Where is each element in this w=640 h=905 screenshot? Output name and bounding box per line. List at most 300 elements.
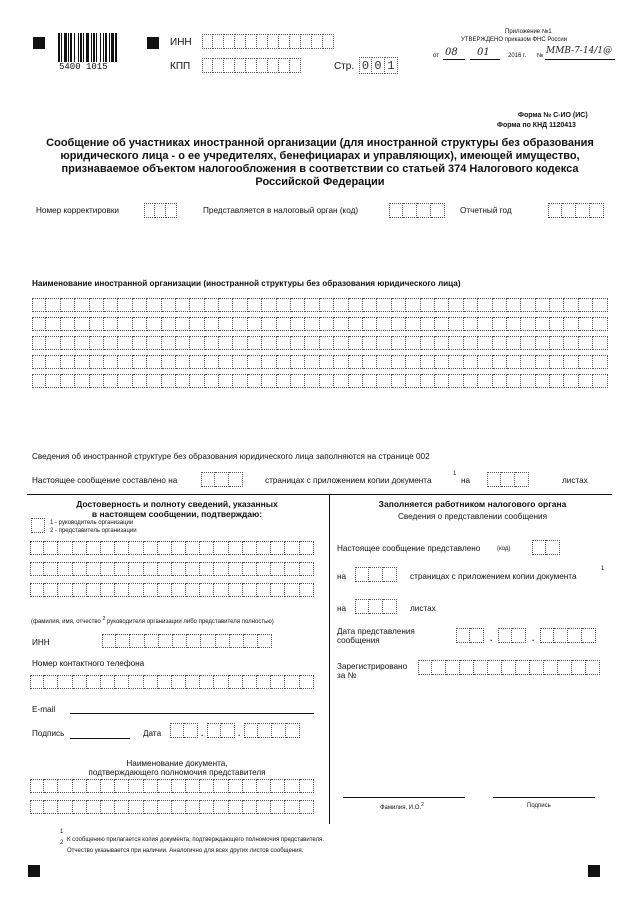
form-cell[interactable] [190, 355, 204, 369]
form-cell[interactable] [73, 779, 87, 793]
form-cell[interactable] [90, 317, 104, 331]
form-cell[interactable] [363, 298, 377, 312]
form-cell[interactable] [58, 779, 72, 793]
form-cell[interactable] [73, 541, 87, 555]
form-cell[interactable] [507, 336, 521, 350]
form-cell[interactable] [214, 800, 228, 814]
form-cell[interactable] [229, 779, 243, 793]
form-cell[interactable] [377, 355, 391, 369]
form-cell[interactable] [229, 675, 243, 689]
form-cell[interactable] [158, 800, 172, 814]
form-cell[interactable] [104, 298, 118, 312]
form-cell[interactable] [190, 336, 204, 350]
form-cell[interactable] [219, 355, 233, 369]
form-cell[interactable] [229, 583, 243, 597]
doc-name-row[interactable] [30, 800, 314, 814]
form-cell[interactable] [290, 34, 301, 49]
org-name-grid[interactable] [32, 298, 608, 394]
form-cell[interactable] [144, 203, 155, 218]
form-cell[interactable] [233, 317, 247, 331]
form-cell[interactable] [219, 336, 233, 350]
form-cell[interactable] [540, 628, 554, 643]
form-cell[interactable] [44, 779, 58, 793]
form-cell[interactable] [246, 58, 257, 73]
tax-authority-cells[interactable] [389, 203, 445, 218]
form-cell[interactable] [377, 317, 391, 331]
form-cell[interactable] [75, 336, 89, 350]
form-cell[interactable] [201, 634, 215, 648]
form-cell[interactable] [418, 660, 432, 675]
form-cell[interactable] [449, 317, 463, 331]
form-cell[interactable] [30, 779, 44, 793]
form-cell[interactable] [75, 374, 89, 388]
form-cell[interactable] [115, 800, 129, 814]
form-cell[interactable] [104, 355, 118, 369]
form-cell[interactable] [129, 583, 143, 597]
form-cell[interactable] [214, 562, 228, 576]
form-cell[interactable] [406, 317, 420, 331]
form-cell[interactable] [568, 628, 582, 643]
form-cell[interactable] [200, 675, 214, 689]
form-cell[interactable] [214, 541, 228, 555]
form-cell[interactable] [147, 355, 161, 369]
form-cell[interactable] [170, 723, 184, 738]
form-cell[interactable] [493, 336, 507, 350]
attachment-sheets-cells[interactable] [487, 472, 529, 487]
form-cell[interactable] [272, 723, 286, 738]
form-cell[interactable] [190, 298, 204, 312]
date-presented-year[interactable] [540, 628, 596, 643]
form-cell[interactable] [449, 374, 463, 388]
form-cell[interactable] [257, 562, 271, 576]
form-cell[interactable] [31, 518, 45, 533]
form-cell[interactable] [546, 540, 560, 555]
form-cell[interactable] [235, 58, 246, 73]
form-cell[interactable] [46, 317, 60, 331]
form-cell[interactable] [590, 203, 604, 218]
form-cell[interactable] [144, 583, 158, 597]
form-cell[interactable] [271, 541, 285, 555]
form-cell[interactable] [564, 336, 578, 350]
form-cell[interactable] [87, 779, 101, 793]
form-cell[interactable] [507, 355, 521, 369]
doc-name-row[interactable] [30, 779, 314, 793]
form-cell[interactable] [435, 317, 449, 331]
form-cell[interactable] [229, 800, 243, 814]
form-cell[interactable] [464, 317, 478, 331]
form-cell[interactable] [162, 355, 176, 369]
form-cell[interactable] [147, 317, 161, 331]
sign-line[interactable] [70, 738, 130, 739]
form-cell[interactable] [435, 298, 449, 312]
form-cell[interactable] [579, 317, 593, 331]
form-cell[interactable] [334, 317, 348, 331]
form-cell[interactable] [564, 298, 578, 312]
form-cell[interactable] [300, 779, 314, 793]
form-cell[interactable] [133, 336, 147, 350]
form-cell[interactable] [216, 634, 230, 648]
form-cell[interactable] [205, 298, 219, 312]
form-cell[interactable] [369, 599, 383, 614]
right-sheets-cells[interactable] [355, 599, 397, 614]
form-cell[interactable] [277, 298, 291, 312]
form-cell[interactable] [582, 628, 596, 643]
form-cell[interactable] [87, 562, 101, 576]
form-cell[interactable] [593, 298, 607, 312]
form-cell[interactable] [548, 203, 562, 218]
form-cell[interactable] [271, 562, 285, 576]
form-cell[interactable] [521, 298, 535, 312]
form-cell[interactable] [162, 336, 176, 350]
form-cell[interactable] [58, 541, 72, 555]
form-cell[interactable] [30, 541, 44, 555]
form-cell[interactable] [474, 660, 488, 675]
form-cell[interactable] [155, 203, 166, 218]
form-cell[interactable] [46, 374, 60, 388]
form-cell[interactable] [158, 675, 172, 689]
form-cell[interactable] [501, 472, 515, 487]
form-cell[interactable] [435, 355, 449, 369]
form-cell[interactable] [257, 34, 268, 49]
sign-date-month[interactable] [207, 723, 235, 738]
form-cell[interactable] [186, 562, 200, 576]
form-cell[interactable] [493, 298, 507, 312]
form-cell[interactable] [478, 374, 492, 388]
form-cell[interactable] [214, 779, 228, 793]
form-cell[interactable] [435, 336, 449, 350]
form-cell[interactable] [521, 355, 535, 369]
form-cell[interactable] [58, 675, 72, 689]
form-cell[interactable] [257, 541, 271, 555]
form-cell[interactable] [521, 336, 535, 350]
form-cell[interactable] [101, 541, 115, 555]
form-cell[interactable] [158, 779, 172, 793]
form-cell[interactable] [186, 541, 200, 555]
form-cell[interactable] [129, 562, 143, 576]
form-cell[interactable] [286, 723, 300, 738]
form-cell[interactable] [268, 34, 279, 49]
form-cell[interactable] [291, 317, 305, 331]
form-cell[interactable] [464, 374, 478, 388]
form-cell[interactable] [101, 583, 115, 597]
form-cell[interactable] [75, 317, 89, 331]
form-cell[interactable] [61, 317, 75, 331]
form-cell[interactable] [312, 34, 323, 49]
form-cell[interactable] [291, 336, 305, 350]
form-cell[interactable] [579, 298, 593, 312]
form-cell[interactable] [493, 317, 507, 331]
kpp-cells[interactable] [202, 58, 301, 73]
form-cell[interactable] [363, 336, 377, 350]
form-cell[interactable] [233, 355, 247, 369]
form-cell[interactable] [320, 336, 334, 350]
form-cell[interactable] [406, 298, 420, 312]
form-cell[interactable] [323, 34, 334, 49]
org-name-row[interactable] [32, 298, 608, 312]
form-cell[interactable] [61, 374, 75, 388]
form-cell[interactable] [271, 675, 285, 689]
form-cell[interactable] [243, 562, 257, 576]
form-cell[interactable] [224, 58, 235, 73]
form-cell[interactable] [176, 355, 190, 369]
form-cell[interactable] [349, 374, 363, 388]
form-cell[interactable] [363, 317, 377, 331]
form-cell[interactable] [90, 355, 104, 369]
form-cell[interactable] [162, 374, 176, 388]
form-cell[interactable] [248, 298, 262, 312]
org-name-row[interactable] [32, 374, 608, 388]
form-cell[interactable] [258, 723, 272, 738]
form-cell[interactable] [363, 355, 377, 369]
form-cell[interactable] [162, 317, 176, 331]
form-cell[interactable] [478, 355, 492, 369]
signer-inn-cells[interactable] [102, 634, 272, 648]
date-presented-month[interactable] [498, 628, 526, 643]
form-cell[interactable] [349, 355, 363, 369]
form-cell[interactable] [488, 660, 502, 675]
form-cell[interactable] [46, 298, 60, 312]
form-cell[interactable] [593, 317, 607, 331]
org-name-row[interactable] [32, 317, 608, 331]
form-cell[interactable] [470, 628, 484, 643]
form-cell[interactable] [493, 374, 507, 388]
form-cell[interactable] [515, 472, 529, 487]
form-cell[interactable] [102, 634, 116, 648]
form-cell[interactable] [334, 374, 348, 388]
form-cell[interactable] [291, 355, 305, 369]
form-cell[interactable] [532, 540, 546, 555]
form-cell[interactable] [277, 336, 291, 350]
form-cell[interactable] [61, 355, 75, 369]
form-cell[interactable] [257, 675, 271, 689]
form-cell[interactable] [200, 800, 214, 814]
org-name-row[interactable] [32, 355, 608, 369]
form-cell[interactable] [61, 336, 75, 350]
form-cell[interactable] [73, 800, 87, 814]
form-cell[interactable] [90, 336, 104, 350]
form-cell[interactable] [593, 374, 607, 388]
form-cell[interactable] [334, 355, 348, 369]
form-cell[interactable] [579, 374, 593, 388]
form-cell[interactable] [493, 355, 507, 369]
form-cell[interactable] [536, 298, 550, 312]
form-cell[interactable] [224, 34, 235, 49]
form-cell[interactable] [257, 583, 271, 597]
form-cell[interactable] [118, 374, 132, 388]
form-cell[interactable] [268, 58, 279, 73]
form-cell[interactable] [184, 723, 198, 738]
form-cell[interactable] [190, 317, 204, 331]
form-cell[interactable] [550, 317, 564, 331]
form-cell[interactable] [129, 779, 143, 793]
form-cell[interactable] [115, 779, 129, 793]
form-cell[interactable] [349, 298, 363, 312]
form-cell[interactable] [262, 355, 276, 369]
form-cell[interactable] [200, 583, 214, 597]
form-cell[interactable] [145, 634, 159, 648]
form-cell[interactable] [133, 355, 147, 369]
form-cell[interactable] [101, 800, 115, 814]
form-cell[interactable] [392, 374, 406, 388]
form-cell[interactable] [87, 675, 101, 689]
form-cell[interactable] [176, 317, 190, 331]
form-cell[interactable] [579, 336, 593, 350]
form-cell[interactable] [30, 675, 44, 689]
form-cell[interactable] [172, 541, 186, 555]
form-cell[interactable] [435, 374, 449, 388]
form-cell[interactable] [243, 541, 257, 555]
form-cell[interactable] [172, 562, 186, 576]
form-cell[interactable] [550, 298, 564, 312]
form-cell[interactable] [219, 317, 233, 331]
form-cell[interactable] [144, 675, 158, 689]
fio-row[interactable] [30, 541, 314, 555]
form-cell[interactable] [285, 800, 299, 814]
form-cell[interactable] [507, 298, 521, 312]
form-cell[interactable] [392, 336, 406, 350]
form-cell[interactable] [44, 800, 58, 814]
form-cell[interactable] [87, 583, 101, 597]
form-cell[interactable] [363, 374, 377, 388]
form-cell[interactable] [219, 298, 233, 312]
form-cell[interactable] [464, 355, 478, 369]
form-cell[interactable] [498, 628, 512, 643]
org-name-row[interactable] [32, 336, 608, 350]
form-cell[interactable] [229, 562, 243, 576]
form-cell[interactable] [432, 660, 446, 675]
form-cell[interactable] [478, 336, 492, 350]
form-cell[interactable] [285, 541, 299, 555]
form-cell[interactable] [201, 472, 215, 487]
form-cell[interactable] [101, 562, 115, 576]
form-cell[interactable] [186, 675, 200, 689]
form-cell[interactable] [186, 583, 200, 597]
form-cell[interactable] [173, 634, 187, 648]
form-cell[interactable] [129, 800, 143, 814]
form-cell[interactable] [403, 203, 417, 218]
form-cell[interactable] [233, 336, 247, 350]
form-cell[interactable] [277, 355, 291, 369]
fio-row[interactable] [30, 562, 314, 576]
form-cell[interactable] [349, 336, 363, 350]
form-cell[interactable] [219, 374, 233, 388]
form-cell[interactable] [172, 800, 186, 814]
form-cell[interactable] [158, 562, 172, 576]
form-cell[interactable] [355, 599, 369, 614]
form-cell[interactable] [172, 583, 186, 597]
form-cell[interactable] [550, 374, 564, 388]
form-cell[interactable] [44, 675, 58, 689]
form-cell[interactable] [564, 317, 578, 331]
form-cell[interactable] [244, 723, 258, 738]
form-cell[interactable] [147, 298, 161, 312]
form-cell[interactable] [349, 317, 363, 331]
form-cell[interactable] [230, 634, 244, 648]
form-cell[interactable] [320, 298, 334, 312]
form-cell[interactable] [279, 34, 290, 49]
form-cell[interactable] [118, 317, 132, 331]
form-cell[interactable] [144, 779, 158, 793]
form-cell[interactable] [406, 355, 420, 369]
form-cell[interactable] [90, 374, 104, 388]
form-cell[interactable] [233, 374, 247, 388]
form-cell[interactable] [214, 675, 228, 689]
form-cell[interactable] [144, 800, 158, 814]
submission-code-cells[interactable] [532, 540, 560, 555]
form-cell[interactable] [147, 374, 161, 388]
form-cell[interactable] [233, 298, 247, 312]
form-cell[interactable] [187, 634, 201, 648]
form-cell[interactable] [487, 472, 501, 487]
form-cell[interactable] [248, 317, 262, 331]
form-cell[interactable] [213, 58, 224, 73]
form-cell[interactable] [75, 355, 89, 369]
form-cell[interactable] [377, 336, 391, 350]
form-cell[interactable] [176, 298, 190, 312]
form-cell[interactable] [305, 298, 319, 312]
form-cell[interactable] [118, 355, 132, 369]
form-cell[interactable] [285, 562, 299, 576]
form-cell[interactable] [449, 336, 463, 350]
form-cell[interactable] [257, 58, 268, 73]
form-cell[interactable] [478, 317, 492, 331]
form-cell[interactable] [46, 355, 60, 369]
form-cell[interactable] [431, 203, 445, 218]
form-cell[interactable] [291, 298, 305, 312]
form-cell[interactable] [186, 779, 200, 793]
form-cell[interactable] [564, 355, 578, 369]
form-cell[interactable] [101, 779, 115, 793]
form-cell[interactable] [530, 660, 544, 675]
form-cell[interactable] [73, 583, 87, 597]
form-cell[interactable] [104, 336, 118, 350]
form-cell[interactable] [133, 317, 147, 331]
form-cell[interactable] [446, 660, 460, 675]
form-cell[interactable] [32, 374, 46, 388]
form-cell[interactable] [383, 567, 397, 582]
form-cell[interactable] [406, 336, 420, 350]
form-cell[interactable] [246, 34, 257, 49]
form-cell[interactable] [572, 660, 586, 675]
form-cell[interactable] [516, 660, 530, 675]
form-cell[interactable] [58, 583, 72, 597]
form-cell[interactable] [512, 628, 526, 643]
form-cell[interactable] [248, 336, 262, 350]
form-cell[interactable] [44, 562, 58, 576]
form-cell[interactable] [190, 374, 204, 388]
form-cell[interactable] [392, 298, 406, 312]
form-cell[interactable] [221, 723, 235, 738]
form-cell[interactable] [421, 374, 435, 388]
form-cell[interactable] [115, 541, 129, 555]
form-cell[interactable] [205, 374, 219, 388]
form-cell[interactable] [536, 374, 550, 388]
form-cell[interactable] [248, 355, 262, 369]
form-cell[interactable] [144, 541, 158, 555]
form-cell[interactable] [44, 583, 58, 597]
form-cell[interactable] [200, 562, 214, 576]
form-cell[interactable] [129, 541, 143, 555]
form-cell[interactable] [30, 800, 44, 814]
form-cell[interactable] [464, 336, 478, 350]
form-cell[interactable] [235, 34, 246, 49]
form-cell[interactable] [32, 355, 46, 369]
form-cell[interactable] [133, 374, 147, 388]
correction-cells[interactable] [144, 203, 177, 218]
form-cell[interactable] [536, 336, 550, 350]
form-cell[interactable] [243, 800, 257, 814]
form-cell[interactable] [389, 203, 403, 218]
